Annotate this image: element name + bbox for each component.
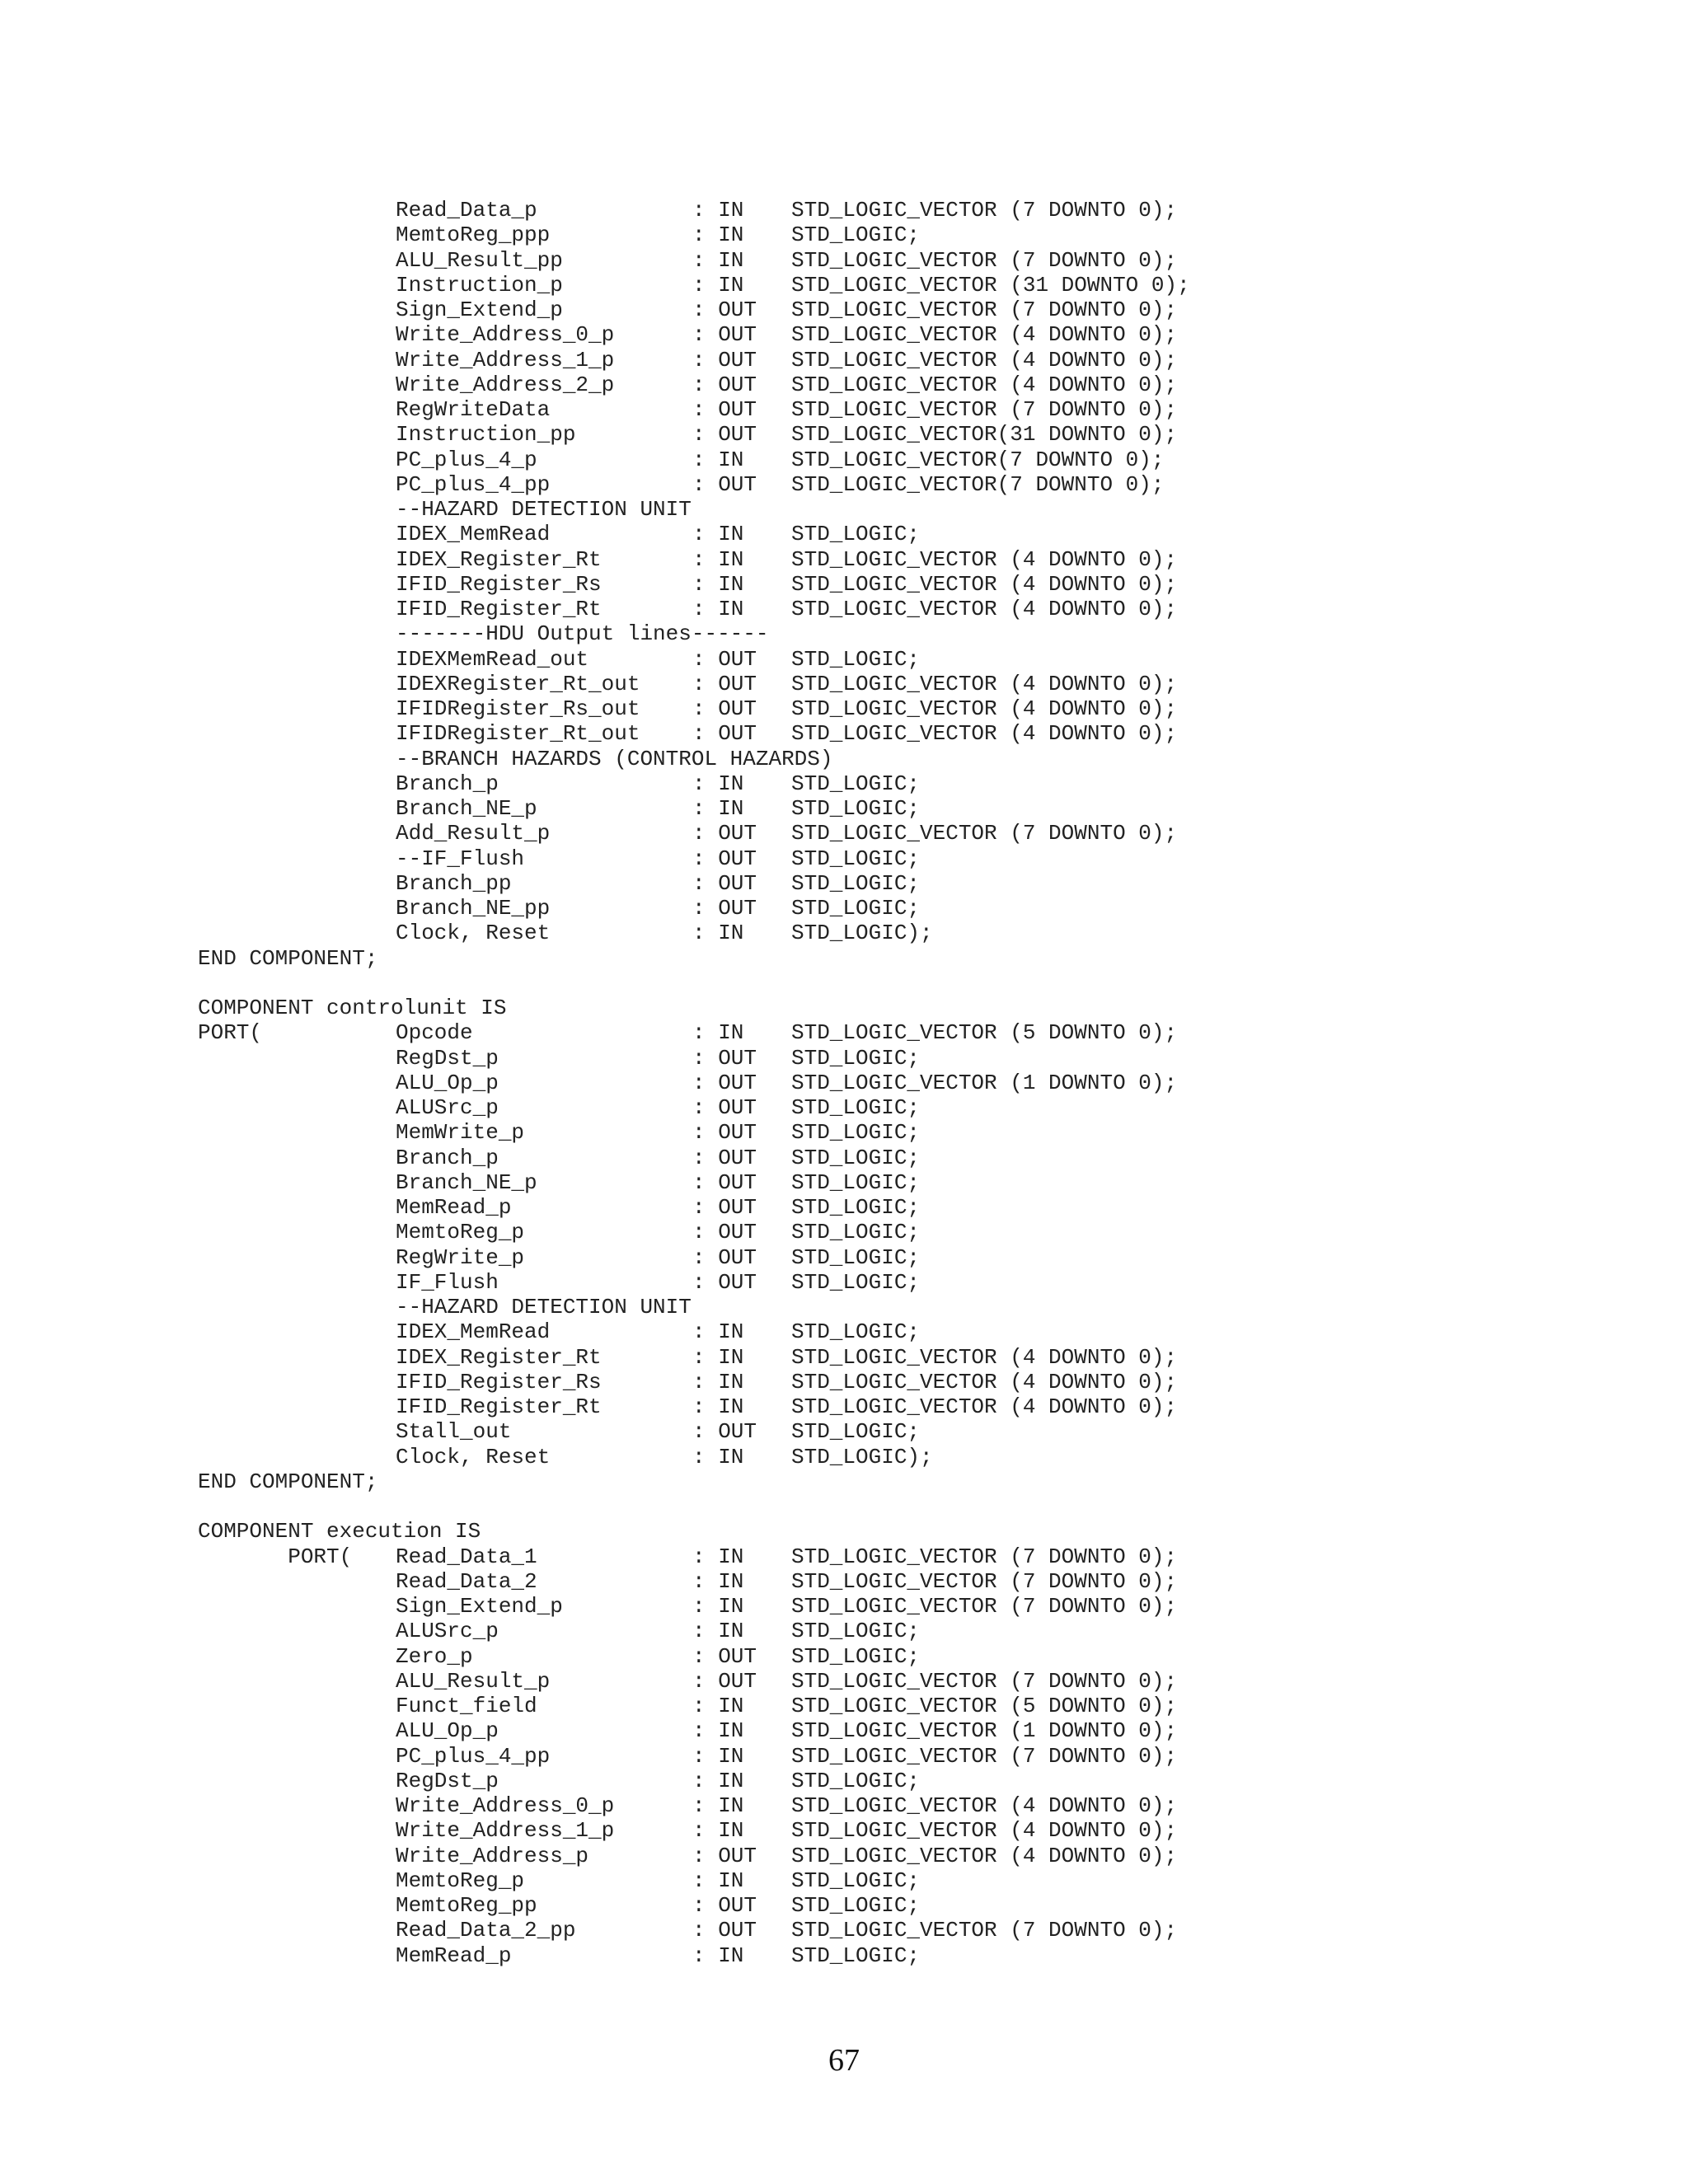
port-mode: : IN (692, 571, 744, 597)
port-type: STD_LOGIC; (791, 1269, 921, 1295)
port-name: ALU_Op_p (396, 1718, 499, 1744)
port-name: ALU_Result_p (396, 1668, 551, 1694)
port-name: RegDst_p (396, 1768, 499, 1793)
port-name: IFID_Register_Rt (396, 1394, 602, 1419)
port-type: STD_LOGIC_VECTOR (7 DOWNTO 0); (791, 1594, 1178, 1619)
port-name: RegDst_p (396, 1045, 499, 1071)
port-type: STD_LOGIC; (791, 1619, 921, 1644)
port-type: STD_LOGIC; (791, 1220, 921, 1245)
port-mode: : OUT (692, 298, 757, 322)
line-prefix: END COMPONENT; (198, 1469, 378, 1494)
port-name: ALU_Op_p (396, 1070, 499, 1095)
port-name: MemtoReg_p (396, 1868, 525, 1893)
port-name: --IF_Flush (396, 846, 525, 871)
port-mode: : OUT (692, 1169, 757, 1195)
port-name: IDEXMemRead_out (396, 646, 589, 672)
port-name: Write_Address_1_p (396, 1818, 615, 1844)
port-mode: : IN (692, 1793, 744, 1818)
port-type: STD_LOGIC; (791, 1045, 921, 1071)
port-type: STD_LOGIC; (791, 646, 921, 672)
port-name: IDEX_Register_Rt (396, 546, 602, 572)
port-mode: : OUT (692, 1070, 757, 1095)
port-name: Branch_pp (396, 870, 512, 896)
port-mode: : IN (692, 546, 744, 572)
port-mode: : IN (692, 1369, 744, 1394)
port-type: STD_LOGIC; (791, 1319, 921, 1345)
port-mode: : IN (692, 447, 744, 472)
port-name: Sign_Extend_p (396, 298, 563, 322)
port-name: MemRead_p (396, 1943, 512, 1968)
port-name: MemtoReg_pp (396, 1893, 537, 1918)
port-type: STD_LOGIC; (791, 796, 921, 821)
port-mode: : OUT (692, 696, 757, 721)
port-mode: : IN (692, 1943, 744, 1968)
port-mode: : OUT (692, 322, 757, 348)
port-mode: : IN (692, 1020, 744, 1046)
port-mode: : OUT (692, 1668, 757, 1694)
port-name: ALU_Result_pp (396, 247, 563, 273)
port-name: IDEX_MemRead (396, 522, 551, 547)
port-type: STD_LOGIC; (791, 870, 921, 896)
port-type: STD_LOGIC; (791, 223, 921, 248)
port-mode: : IN (692, 1568, 744, 1594)
port-name: Opcode (396, 1020, 473, 1046)
port-type: STD_LOGIC_VECTOR(31 DOWNTO 0); (791, 422, 1178, 448)
port-name: Clock, Reset (396, 1444, 551, 1469)
port-name: Funct_field (396, 1694, 537, 1718)
port-type: STD_LOGIC; (791, 1419, 921, 1445)
port-name: --BRANCH HAZARDS (CONTROL HAZARDS) (396, 746, 833, 771)
port-type: STD_LOGIC_VECTOR (7 DOWNTO 0); (791, 198, 1178, 223)
port-type: STD_LOGIC; (791, 771, 921, 796)
port-type: STD_LOGIC_VECTOR (7 DOWNTO 0); (791, 1668, 1178, 1694)
port-type: STD_LOGIC; (791, 1095, 921, 1120)
port-mode: : IN (692, 1743, 744, 1769)
port-name: Branch_NE_pp (396, 896, 551, 921)
port-name: --HAZARD DETECTION UNIT (396, 1295, 692, 1319)
port-mode: : IN (692, 1319, 744, 1345)
port-name: IFID_Register_Rs (396, 1369, 602, 1394)
port-mode: : IN (692, 796, 744, 821)
port-name: MemWrite_p (396, 1120, 525, 1146)
port-type: STD_LOGIC_VECTOR (7 DOWNTO 0); (791, 1743, 1178, 1769)
port-mode: : OUT (692, 671, 757, 696)
port-type: STD_LOGIC_VECTOR (4 DOWNTO 0); (791, 1344, 1178, 1370)
line-prefix: PORT( (198, 1544, 353, 1569)
port-type: STD_LOGIC; (791, 1195, 921, 1220)
port-type: STD_LOGIC_VECTOR (4 DOWNTO 0); (791, 1818, 1178, 1844)
port-type: STD_LOGIC; (791, 896, 921, 921)
port-name: Read_Data_2 (396, 1568, 537, 1594)
port-name: ALUSrc_p (396, 1619, 499, 1644)
port-mode: : OUT (692, 1918, 757, 1943)
port-type: STD_LOGIC_VECTOR (4 DOWNTO 0); (791, 1793, 1178, 1818)
port-mode: : OUT (692, 347, 757, 373)
port-mode: : OUT (692, 1145, 757, 1170)
port-name: PC_plus_4_pp (396, 471, 551, 497)
port-mode: : IN (692, 1718, 744, 1744)
port-mode: : IN (692, 1344, 744, 1370)
port-mode: : IN (692, 247, 744, 273)
port-type: STD_LOGIC; (791, 1169, 921, 1195)
port-mode: : IN (692, 1594, 744, 1619)
port-mode: : OUT (692, 721, 757, 747)
port-type: STD_LOGIC_VECTOR (4 DOWNTO 0); (791, 721, 1178, 747)
port-name: IFID_Register_Rt (396, 597, 602, 621)
port-mode: : OUT (692, 1643, 757, 1669)
port-name: Branch_p (396, 1145, 499, 1170)
port-name: Write_Address_p (396, 1843, 589, 1868)
port-mode: : IN (692, 1768, 744, 1793)
port-type: STD_LOGIC; (791, 522, 921, 547)
port-type: STD_LOGIC_VECTOR (7 DOWNTO 0); (791, 298, 1178, 322)
port-type: STD_LOGIC_VECTOR (4 DOWNTO 0); (791, 1843, 1178, 1868)
port-mode: : IN (692, 771, 744, 796)
port-mode: : OUT (692, 821, 757, 846)
port-mode: : OUT (692, 870, 757, 896)
port-mode: : IN (692, 272, 744, 298)
port-type: STD_LOGIC_VECTOR (4 DOWNTO 0); (791, 597, 1178, 621)
port-mode: : OUT (692, 1269, 757, 1295)
port-name: Clock, Reset (396, 921, 551, 946)
port-mode: : OUT (692, 372, 757, 397)
port-name: IFIDRegister_Rt_out (396, 721, 640, 747)
port-type: STD_LOGIC_VECTOR (7 DOWNTO 0); (791, 1544, 1178, 1569)
port-type: STD_LOGIC_VECTOR (7 DOWNTO 0); (791, 397, 1178, 422)
port-mode: : IN (692, 597, 744, 621)
port-name: Branch_p (396, 771, 499, 796)
port-type: STD_LOGIC_VECTOR (7 DOWNTO 0); (791, 247, 1178, 273)
port-mode: : OUT (692, 1120, 757, 1146)
port-type: STD_LOGIC; (791, 1868, 921, 1893)
port-name: Write_Address_1_p (396, 347, 615, 373)
port-type: STD_LOGIC_VECTOR (4 DOWNTO 0); (791, 546, 1178, 572)
port-type: STD_LOGIC; (791, 846, 921, 871)
port-name: Write_Address_2_p (396, 372, 615, 397)
port-mode: : OUT (692, 471, 757, 497)
port-type: STD_LOGIC; (791, 1244, 921, 1270)
port-type: STD_LOGIC_VECTOR (4 DOWNTO 0); (791, 322, 1178, 348)
port-name: MemtoReg_p (396, 1220, 525, 1245)
port-mode: : IN (692, 198, 744, 223)
port-type: STD_LOGIC_VECTOR (4 DOWNTO 0); (791, 696, 1178, 721)
port-name: RegWrite_p (396, 1244, 525, 1270)
port-name: Branch_NE_p (396, 1169, 537, 1195)
port-name: Write_Address_0_p (396, 1793, 615, 1818)
port-name: Read_Data_2_pp (396, 1918, 576, 1943)
port-mode: : IN (692, 1444, 744, 1469)
port-mode: : OUT (692, 1419, 757, 1445)
port-mode: : OUT (692, 1195, 757, 1220)
port-name: IF_Flush (396, 1269, 499, 1295)
port-mode: : IN (692, 223, 744, 248)
port-name: ALUSrc_p (396, 1095, 499, 1120)
port-type: STD_LOGIC_VECTOR (1 DOWNTO 0); (791, 1070, 1178, 1095)
port-mode: : OUT (692, 1045, 757, 1071)
port-mode: : IN (692, 1818, 744, 1844)
port-name: IDEXRegister_Rt_out (396, 671, 640, 696)
port-type: STD_LOGIC; (791, 1893, 921, 1918)
port-type: STD_LOGIC_VECTOR (31 DOWNTO 0); (791, 272, 1190, 298)
port-name: RegWriteData (396, 397, 551, 422)
port-name: IFIDRegister_Rs_out (396, 696, 640, 721)
port-mode: : OUT (692, 1244, 757, 1270)
port-mode: : IN (692, 522, 744, 547)
port-name: IDEX_Register_Rt (396, 1344, 602, 1370)
port-mode: : OUT (692, 422, 757, 448)
port-type: STD_LOGIC_VECTOR (5 DOWNTO 0); (791, 1694, 1178, 1718)
port-mode: : OUT (692, 1893, 757, 1918)
port-mode: : OUT (692, 1220, 757, 1245)
port-type: STD_LOGIC_VECTOR (7 DOWNTO 0); (791, 821, 1178, 846)
port-type: STD_LOGIC; (791, 1643, 921, 1669)
port-mode: : IN (692, 1694, 744, 1718)
port-mode: : OUT (692, 397, 757, 422)
port-type: STD_LOGIC; (791, 1943, 921, 1968)
port-name: MemtoReg_ppp (396, 223, 551, 248)
port-name: Branch_NE_p (396, 796, 537, 821)
port-name: Sign_Extend_p (396, 1594, 563, 1619)
port-type: STD_LOGIC_VECTOR(7 DOWNTO 0); (791, 447, 1165, 472)
port-type: STD_LOGIC; (791, 1145, 921, 1170)
port-mode: : OUT (692, 646, 757, 672)
port-name: MemRead_p (396, 1195, 512, 1220)
port-name: -------HDU Output lines------ (396, 621, 769, 647)
port-name: Zero_p (396, 1643, 473, 1669)
port-mode: : IN (692, 921, 744, 946)
port-type: STD_LOGIC_VECTOR (4 DOWNTO 0); (791, 1394, 1178, 1419)
port-name: PC_plus_4_p (396, 447, 537, 472)
port-type: STD_LOGIC_VECTOR (4 DOWNTO 0); (791, 1369, 1178, 1394)
port-type: STD_LOGIC_VECTOR (7 DOWNTO 0); (791, 1568, 1178, 1594)
port-mode: : OUT (692, 896, 757, 921)
port-name: Instruction_pp (396, 422, 576, 448)
line-prefix: END COMPONENT; (198, 945, 378, 971)
port-type: STD_LOGIC_VECTOR (4 DOWNTO 0); (791, 347, 1178, 373)
port-name: IDEX_MemRead (396, 1319, 551, 1345)
port-name: Write_Address_0_p (396, 322, 615, 348)
port-type: STD_LOGIC_VECTOR (4 DOWNTO 0); (791, 372, 1178, 397)
port-type: STD_LOGIC_VECTOR (5 DOWNTO 0); (791, 1020, 1178, 1046)
port-type: STD_LOGIC_VECTOR (7 DOWNTO 0); (791, 1918, 1178, 1943)
page-number: 67 (828, 2043, 860, 2078)
port-type: STD_LOGIC; (791, 1120, 921, 1146)
port-type: STD_LOGIC_VECTOR (4 DOWNTO 0); (791, 571, 1178, 597)
port-mode: : IN (692, 1868, 744, 1893)
port-type: STD_LOGIC; (791, 1768, 921, 1793)
port-mode: : IN (692, 1619, 744, 1644)
port-type: STD_LOGIC); (791, 921, 933, 946)
line-prefix: COMPONENT execution IS (198, 1519, 481, 1544)
port-type: STD_LOGIC_VECTOR (4 DOWNTO 0); (791, 671, 1178, 696)
port-name: IFID_Register_Rs (396, 571, 602, 597)
port-name: PC_plus_4_pp (396, 1743, 551, 1769)
port-mode: : IN (692, 1394, 744, 1419)
port-type: STD_LOGIC_VECTOR(7 DOWNTO 0); (791, 471, 1165, 497)
port-name: Read_Data_p (396, 198, 537, 223)
port-name: Instruction_p (396, 272, 563, 298)
port-name: Read_Data_1 (396, 1544, 537, 1569)
port-type: STD_LOGIC_VECTOR (1 DOWNTO 0); (791, 1718, 1178, 1744)
port-name: Add_Result_p (396, 821, 551, 846)
line-prefix: PORT( (198, 1020, 263, 1046)
line-prefix: COMPONENT controlunit IS (198, 996, 507, 1020)
port-name: Stall_out (396, 1419, 512, 1445)
port-name: --HAZARD DETECTION UNIT (396, 497, 692, 522)
port-mode: : OUT (692, 1843, 757, 1868)
port-mode: : OUT (692, 846, 757, 871)
port-mode: : IN (692, 1544, 744, 1569)
port-type: STD_LOGIC); (791, 1444, 933, 1469)
port-mode: : OUT (692, 1095, 757, 1120)
